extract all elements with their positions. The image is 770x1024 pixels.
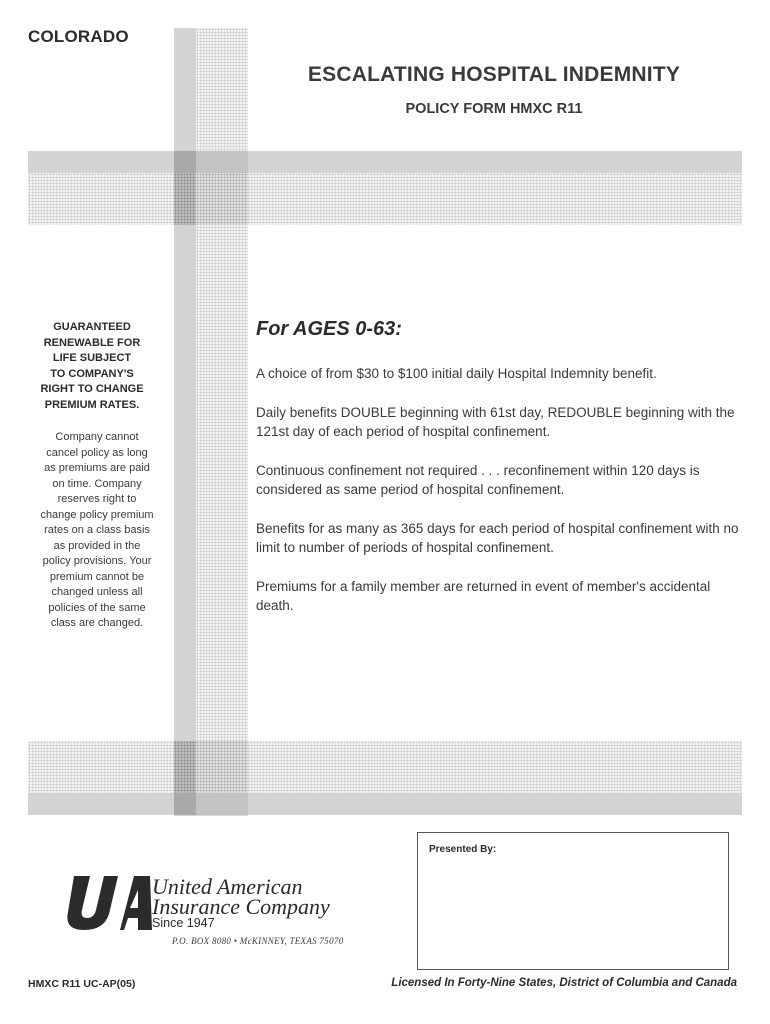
benefit-list: [256, 364, 742, 635]
renewability-body-line: as provided in the: [53, 539, 141, 552]
renewability-line: TO COMPANY'S: [50, 367, 134, 380]
renewability-body: [32, 430, 162, 632]
renewability-body-line: on time. Company: [52, 477, 142, 490]
vertical-dotted-band: [196, 28, 248, 816]
band-intersection: [174, 173, 196, 225]
bottom-horizontal-dotted-band: [28, 741, 742, 793]
renewability-body-line: as premiums are paid: [44, 462, 150, 474]
document-title: ESCALATING HOSPITAL INDEMNITY: [307, 63, 681, 86]
benefit-item: Continuous confinement not required . . . reconfinement within 120 days is considered as same period of hospital confinement.: [256, 462, 700, 497]
band-intersection: [174, 793, 196, 815]
renewability-body-line: class are changed.: [50, 617, 144, 629]
renewability-body-line: change policy premium: [40, 508, 154, 521]
renewability-body-line: Company cannot: [55, 431, 139, 443]
renewability-line: RENEWABLE FOR: [43, 336, 141, 349]
state-label: COLORADO: [28, 27, 129, 46]
bottom-horizontal-solid-band: [28, 793, 742, 815]
top-horizontal-dotted-band: [28, 173, 742, 225]
band-intersection: [196, 173, 248, 225]
benefit-item: Premiums for a family member are returned in event of member's accidental death.: [256, 578, 711, 613]
renewability-body-line: reserves right to: [57, 493, 137, 505]
company-name-line1: United American: [152, 874, 303, 899]
benefit-item: Daily benefits DOUBLE beginning with 61st day, REDOUBLE beginning with the 121st day of each period of hospital confinement.: [256, 404, 735, 439]
top-horizontal-solid-band: [28, 151, 742, 173]
band-intersection: [174, 741, 196, 793]
presented-by-box: [417, 832, 729, 970]
benefit-item: Benefits for as many as 365 days for each period of hospital confinement with no limit to number of periods of hospital confinement.: [256, 520, 739, 555]
form-code: HMXC R11 UC-AP(05): [28, 978, 136, 990]
renewability-body-line: rates on a class basis: [44, 524, 150, 536]
presented-by-label: Presented By:: [429, 844, 497, 855]
company-address: P.O. BOX 8080 • McKINNEY, TEXAS 75070: [172, 936, 344, 946]
licensing-statement: Licensed In Forty-Nine States, District of Columbia and Canada: [391, 977, 737, 989]
renewability-line: GUARANTEED: [53, 321, 131, 333]
band-intersection: [196, 151, 248, 173]
renewability-body-line: cancel policy as long: [46, 446, 148, 459]
renewability-line: PREMIUM RATES.: [44, 398, 140, 411]
company-name-line2: Insurance Company: [152, 894, 330, 919]
benefit-item: A choice of from $30 to $100 initial daily Hospital Indemnity benefit.: [256, 366, 657, 381]
renewability-heading: [32, 320, 152, 413]
ages-heading: For AGES 0-63:: [256, 318, 402, 340]
band-intersection: [196, 793, 248, 815]
renewability-line: RIGHT TO CHANGE: [40, 383, 144, 395]
vertical-solid-band: [174, 28, 196, 816]
policy-form-subtitle: POLICY FORM HMXC R11: [405, 101, 583, 117]
band-intersection: [196, 741, 248, 793]
renewability-body-line: policies of the same: [48, 601, 146, 614]
band-intersection: [174, 151, 196, 173]
renewability-body-line: policy provisions. Your: [42, 555, 152, 567]
renewability-body-line: premium cannot be: [49, 570, 145, 583]
renewability-body-line: changed unless all: [51, 586, 143, 598]
company-since: Since 1947: [152, 916, 215, 930]
ua-logo-icon: [60, 872, 152, 932]
renewability-line: LIFE SUBJECT: [52, 352, 132, 364]
